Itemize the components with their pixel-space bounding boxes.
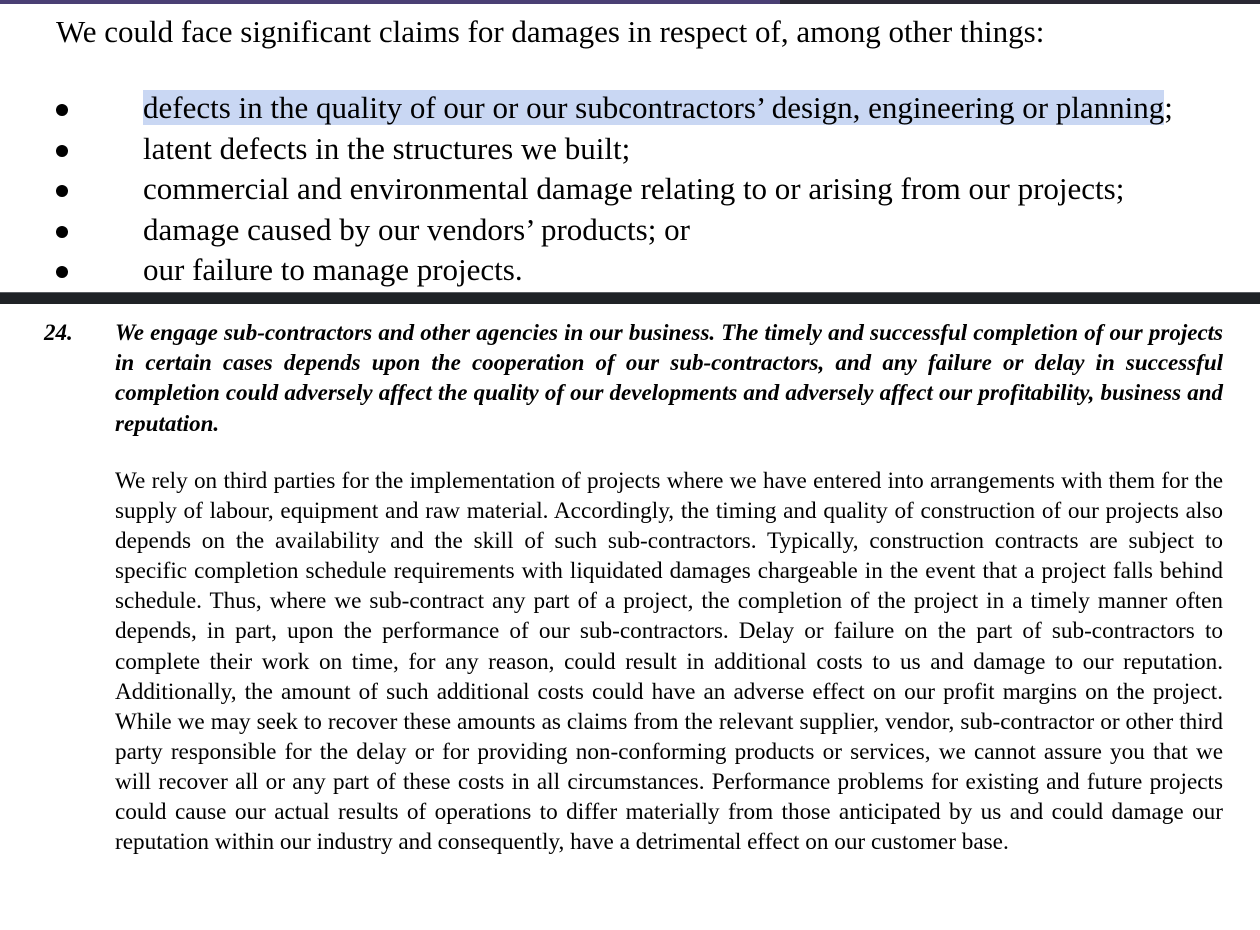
- bullet-icon: [56, 104, 68, 116]
- text-selection-highlight[interactable]: defects in the quality of our or our subcontractors’ design, engineering or planning: [143, 90, 1165, 125]
- risk-factor-number: 24.: [44, 320, 73, 345]
- bullet-text[interactable]: [143, 88, 1173, 128]
- lower-document-pane[interactable]: [0, 304, 1260, 930]
- upper-document-pane[interactable]: [0, 4, 1260, 292]
- bullet-icon: [56, 145, 68, 157]
- bullet-text[interactable]: commercial and environmental damage relating to or arising from our projects;: [143, 171, 1125, 206]
- risk-factor-body: We rely on third parties for the implementation of projects where we have entered into arrangements with them for the supply of labour, equipment and raw material. Accordingly, the timing and quality of construction of our projects also depends on the availability and the skill of such sub-contractors. Typically, construction contracts are subject to specific completion schedule requirements with liquidated damages chargeable in the event that a project falls behind schedule. Thus, where we sub-contract any part of a project, the completion of the project in a timely manner often depends, in part, upon the performance of our sub-contractors. Delay or failure on the part of sub-contractors to complete their work on time, for any reason, could result in additional costs to us and damage to our reputation. Additionally, the amount of such additional costs could have an adverse effect on our profit margins on the project. While we may seek to recover these amounts as claims from the relevant supplier, vendor, sub-contractor or other third party responsible for the delay or for providing non-conforming products or services, we cannot assure you that we will recover all or any part of these costs in all circumstances. Performance problems for existing and future projects could cause our actual results of operations to differ materially from those anticipated by us and could damage our reputation within our industry and consequently, have a detrimental effect on our customer base.: [115, 468, 1223, 856]
- risk-factor-heading: We engage sub-contractors and other agencies in our business. The timely and successful completion of our projects in certain cases depends upon the cooperation of our sub-contractors, and any failure or delay in successful completion could adversely affect the quality of our developments and adversely affect our profitability, business and reputation.: [115, 320, 1223, 436]
- bullet-text[interactable]: our failure to manage projects.: [143, 252, 523, 287]
- bullet-icon: [56, 266, 68, 278]
- bullet-text[interactable]: latent defects in the structures we built;: [143, 130, 631, 166]
- intro-sentence: We could face significant claims for damages in respect of, among other things:: [56, 14, 1045, 49]
- pane-divider[interactable]: [0, 292, 1260, 304]
- bullet-icon: [56, 226, 68, 238]
- bullet-text-rest: ;: [1164, 90, 1173, 125]
- bullet-text[interactable]: damage caused by our vendors’ products; or: [143, 211, 690, 247]
- bullet-icon: [56, 185, 68, 197]
